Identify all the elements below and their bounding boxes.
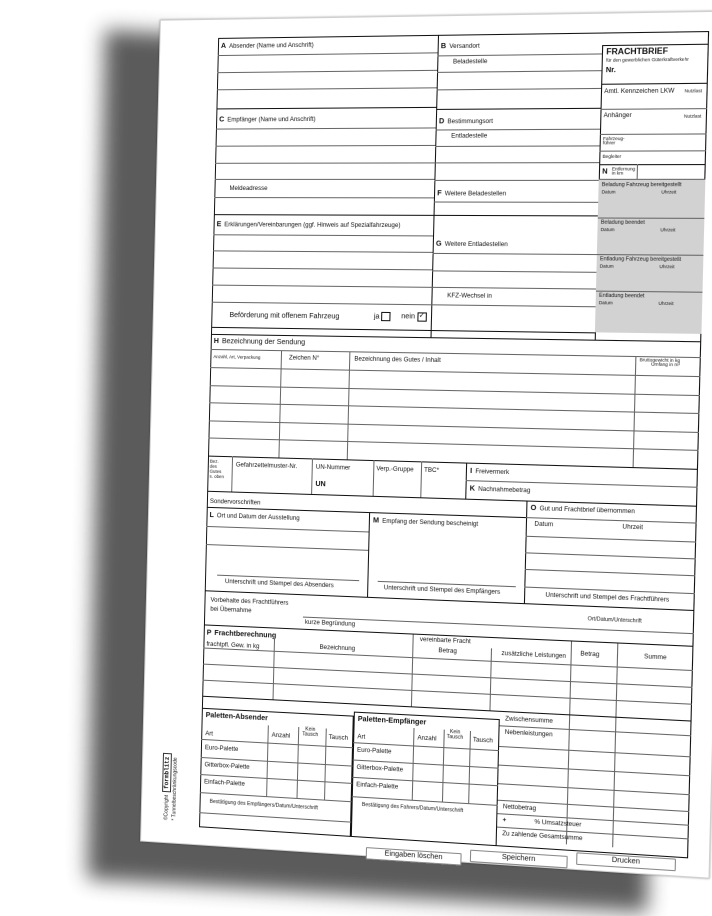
line bbox=[434, 180, 598, 181]
section-a-label: A Absender (Name und Anschrift) bbox=[220, 42, 314, 50]
gesamtsumme-label: Zu zahlende Gesamtsumme bbox=[502, 831, 583, 843]
nettobetrag-label: Nettobetrag bbox=[502, 804, 537, 813]
entladung-bereit-label: Entladung Fahrzeug bereitgestellt bbox=[599, 256, 682, 264]
o-uhrzeit-label: Uhrzeit bbox=[622, 524, 644, 532]
nebenleistungen-label: Nebenleistungen bbox=[504, 729, 553, 739]
tbc-label: TBC* bbox=[423, 467, 440, 475]
gefahrzettel-label: Gefahrzettelmuster-Nr. bbox=[235, 462, 298, 471]
kfz-wechsel-label: KFZ-Wechsel in bbox=[447, 293, 492, 300]
ort-datum-unterschrift-label: Ort/Datum/Unterschrift bbox=[587, 616, 642, 625]
col-bezeichnung: Bezeichnung des Gutes / Inhalt bbox=[354, 356, 441, 365]
verp-gruppe-label: Verp.-Gruppe bbox=[376, 466, 414, 474]
zwischensumme-label: Zwischensumme bbox=[505, 716, 554, 725]
vereinbarte-fracht-label: vereinbarte Fracht bbox=[419, 636, 471, 646]
side-turnier: * Tunnelbeschränkungscode bbox=[171, 757, 179, 821]
side-copyright: ©Copyrightformblitz bbox=[161, 753, 172, 820]
frachtbrief-subtitle: für den gewerblichen Güterkraftverkehr bbox=[605, 56, 689, 63]
section-p-label: P Frachtberechnung bbox=[206, 629, 277, 640]
section-g-label: G Weitere Entladestellen bbox=[435, 240, 508, 249]
p-betrag2-label: Betrag bbox=[580, 651, 600, 659]
o-signature-label: Unterschrift und Stempel des Frachtführers bbox=[545, 592, 670, 604]
col-zeichen: Zeichen N° bbox=[288, 355, 320, 362]
n-letter: N bbox=[602, 168, 608, 176]
check-icon: ✓ bbox=[418, 312, 425, 320]
beladung-beendet-label: Beladung beendet bbox=[600, 219, 645, 227]
uhrzeit-label: Uhrzeit bbox=[659, 263, 675, 270]
datum-label: Datum bbox=[601, 189, 616, 195]
p-bezeichnung-label: Bezeichnung bbox=[319, 644, 356, 653]
un-nummer-label: UN-Nummer bbox=[315, 464, 351, 472]
pe-kein-tausch: Kein Tausch bbox=[446, 728, 464, 741]
nein-checkbox[interactable] bbox=[417, 312, 427, 321]
frachtbrief-title: FRACHTBRIEF bbox=[606, 46, 669, 57]
paletten-absender-title: Paletten-Absender bbox=[205, 711, 268, 723]
section-m-label: M Empfang der Sendung bescheinigt bbox=[372, 517, 479, 528]
line bbox=[215, 179, 435, 180]
pa-confirm: Bestätigung des Empfängers/Datum/Unterschrift bbox=[209, 798, 319, 812]
uhrzeit-label: Uhrzeit bbox=[661, 189, 677, 195]
entladung-beendet-label: Entladung beendet bbox=[598, 292, 645, 300]
vorbehalte-line1: Vorbehalte des Frachtführers bbox=[210, 597, 289, 607]
p-betrag-label: Betrag bbox=[438, 648, 457, 656]
section-b-label: B Versandort bbox=[440, 42, 480, 51]
sondervorschriften-label: Sondervorschriften bbox=[209, 498, 261, 507]
beladung-bereit-label: Beladung Fahrzeug bereitgestellt bbox=[601, 181, 682, 189]
pe-row-3: Einfach-Palette bbox=[356, 782, 399, 791]
datum-label: Datum bbox=[600, 226, 615, 233]
paletten-empfaenger-title: Paletten-Empfänger bbox=[357, 715, 427, 727]
befoerderung-label: Beförderung mit offenem Fahrzeug bbox=[229, 311, 340, 321]
meldeadresse-label: Meldeadresse bbox=[229, 185, 268, 193]
col-anzahl: Anzahl, Art, Verpackung bbox=[213, 354, 261, 360]
zusaetzliche-label: zusätzliche Leistungen bbox=[501, 650, 567, 661]
line bbox=[599, 179, 706, 180]
nein-label: nein bbox=[401, 313, 416, 321]
l-signature-label: Unterschrift und Stempel des Absenders bbox=[224, 578, 334, 590]
section-c-label: C Empfänger (Name und Anschrift) bbox=[219, 116, 316, 124]
beladestelle-label: Beladestelle bbox=[452, 58, 488, 66]
pa-row-1: Euro-Palette bbox=[204, 745, 239, 754]
col-gewicht: Bruttogewicht in kg Umfang in m³ bbox=[639, 357, 681, 368]
begleiter-label: Begleiter bbox=[602, 153, 622, 159]
pa-kein-tausch: Kein Tausch bbox=[302, 726, 319, 739]
uhrzeit-label: Uhrzeit bbox=[660, 227, 676, 233]
plus-label: + bbox=[502, 817, 507, 825]
pa-row-2: Gitterbox-Palette bbox=[204, 762, 250, 771]
uhrzeit-label: Uhrzeit bbox=[658, 300, 674, 307]
pa-tausch: Tausch bbox=[328, 734, 349, 742]
summe-label: Summe bbox=[643, 654, 667, 662]
umsatzsteuer-label: % Umsatzsteuer bbox=[534, 819, 582, 829]
fahrzeugfuehrer-label: Fahrzeug- führer bbox=[602, 135, 625, 146]
section-o-label: O Gut und Frachtbrief übernommen bbox=[530, 504, 635, 516]
gewicht-label: frachtpfl. Gew. in kg bbox=[206, 641, 260, 651]
m-signature-label: Unterschrift und Stempel des Empfängers bbox=[383, 585, 501, 596]
section-d-label: D Bestimmungsort bbox=[438, 118, 494, 126]
line bbox=[599, 164, 706, 165]
bez-label: Bez. des Gutes s. oben bbox=[209, 458, 224, 480]
frachtbrief-form bbox=[163, 31, 709, 866]
kennzeichen-label: Amtl. Kennzeichen LKW bbox=[604, 88, 675, 96]
entfernung-label: Entfernung in km bbox=[611, 166, 636, 177]
kurze-begruendung-label: kurze Begründung bbox=[304, 619, 356, 628]
eingaben-loeschen-button[interactable]: Eingaben löschen bbox=[366, 847, 462, 866]
o-datum-label: Datum bbox=[534, 521, 554, 529]
pa-anzahl: Anzahl bbox=[271, 732, 291, 740]
pe-row-2: Gitterbox-Palette bbox=[356, 764, 404, 774]
pe-anzahl: Anzahl bbox=[417, 735, 437, 743]
pa-row-3: Einfach-Palette bbox=[204, 779, 245, 788]
ja-label: ja bbox=[373, 313, 380, 321]
drucken-button[interactable]: Drucken bbox=[576, 852, 676, 871]
frachtbrief-nr: Nr. bbox=[605, 66, 616, 75]
pe-confirm: Bestätigung des Fahrers/Datum/Unterschrift bbox=[361, 801, 464, 815]
speichern-button[interactable]: Speichern bbox=[470, 850, 568, 869]
nutzlast-label: Nutzlast bbox=[684, 88, 703, 94]
freivermerk-label: I Freivermerk bbox=[470, 467, 510, 477]
anhaenger-label: Anhänger bbox=[603, 112, 632, 120]
pe-tausch: Tausch bbox=[472, 737, 493, 745]
befoerderung-options bbox=[374, 312, 427, 322]
section-e-label: E Erklärungen/Vereinbarungen (ggf. Hinweis auf Spezialfahrzeuge) bbox=[216, 221, 401, 230]
section-l-label: L Ort und Datum der Ausstellung bbox=[209, 511, 300, 522]
datum-label: Datum bbox=[599, 263, 614, 269]
section-f-label: F Weitere Beladestellen bbox=[437, 190, 507, 198]
formblitz-logo: formblitz bbox=[162, 753, 172, 792]
frachtbrief-sheet bbox=[140, 11, 712, 879]
section-h-label: H Bezeichnung der Sendung bbox=[213, 337, 306, 347]
nutzlast2-label: Nutzlast bbox=[683, 113, 702, 119]
pa-art: Art bbox=[205, 731, 214, 738]
datum-label: Datum bbox=[598, 300, 613, 306]
un-label: UN bbox=[315, 480, 326, 489]
pe-art: Art bbox=[357, 734, 366, 741]
entladestelle-label: Entladestelle bbox=[451, 133, 488, 140]
nachnahme-label: K Nachnahmebetrag bbox=[469, 485, 531, 495]
vorbehalte-line2: bei Übernahme bbox=[210, 606, 252, 615]
ja-checkbox[interactable] bbox=[382, 312, 392, 321]
pe-row-1: Euro-Palette bbox=[356, 747, 392, 756]
